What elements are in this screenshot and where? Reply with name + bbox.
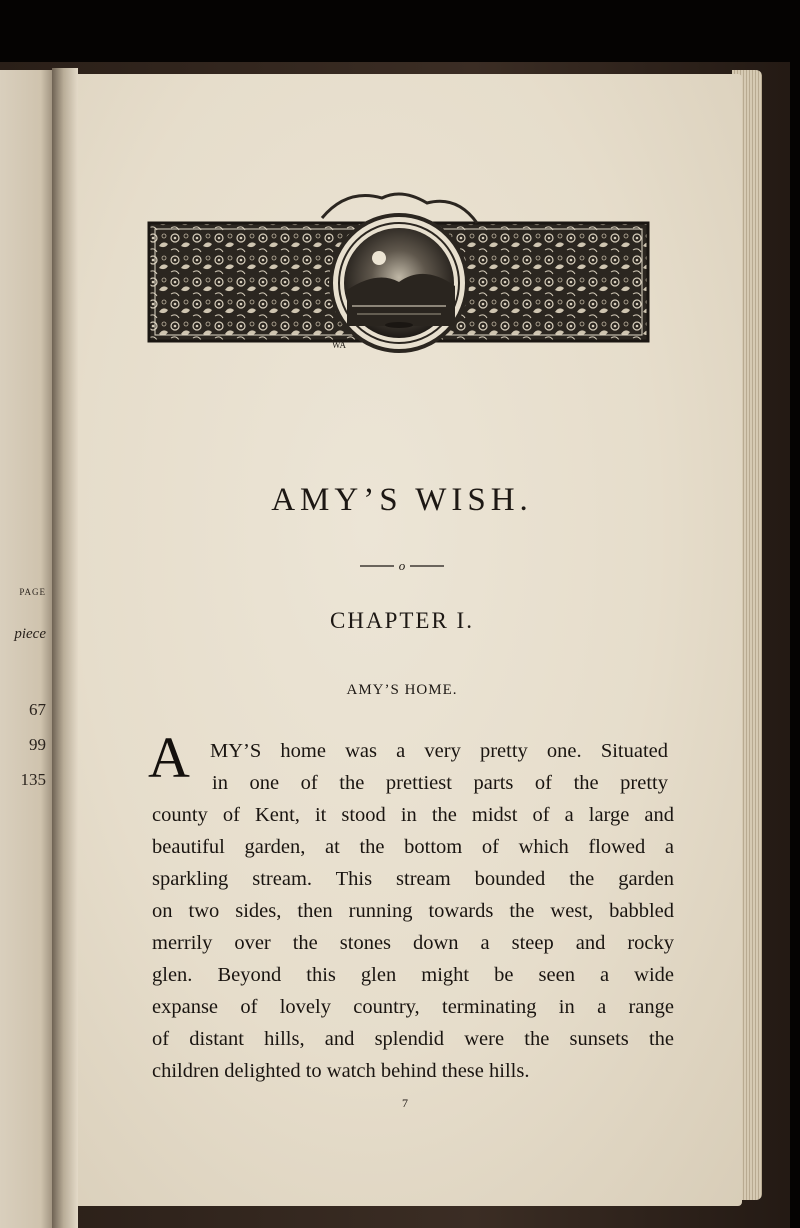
divider-glyph: o xyxy=(398,558,406,572)
left-page-frontispiece: piece xyxy=(14,626,46,642)
left-page-number: 99 xyxy=(29,735,46,754)
book-gutter xyxy=(52,68,78,1228)
left-page-number: 67 xyxy=(29,700,46,719)
body-line: county of Kent, it stood in the midst of a large and xyxy=(152,804,674,826)
body-line: of distant hills, and splendid were the sunsets the xyxy=(152,1028,674,1050)
left-page-number: 135 xyxy=(20,770,46,789)
left-page-label: PAGE xyxy=(19,587,46,597)
body-line: MY’S home was a very pretty one. Situated xyxy=(210,740,668,762)
body-line: beautiful garden, at the bottom of which flowed a xyxy=(152,836,674,858)
book-title: AMY’S WISH. xyxy=(271,482,533,518)
body-line: children delighted to watch behind these hills. xyxy=(152,1060,530,1082)
svg-text:WA: WA xyxy=(332,340,346,350)
drop-cap: A xyxy=(148,725,190,790)
chapter-title: AMY’S HOME. xyxy=(346,682,458,698)
chapter-heading: CHAPTER I. xyxy=(330,608,474,633)
body-line: glen. Beyond this glen might be seen a wide xyxy=(152,964,674,986)
floral-ornament-headpiece-icon xyxy=(147,188,650,353)
body-line: sparkling stream. This stream bounded the garden xyxy=(152,868,674,890)
body-line: on two sides, then running towards the west, babbled xyxy=(152,900,674,922)
body-line: in one of the prettiest parts of the pretty xyxy=(212,772,668,794)
body-line: merrily over the stones down a steep and rocky xyxy=(152,932,674,954)
left-page xyxy=(0,70,58,1228)
title-divider xyxy=(360,558,444,572)
body-line: expanse of lovely country, terminating in a range xyxy=(152,996,674,1018)
page-number: 7 xyxy=(402,1096,408,1110)
